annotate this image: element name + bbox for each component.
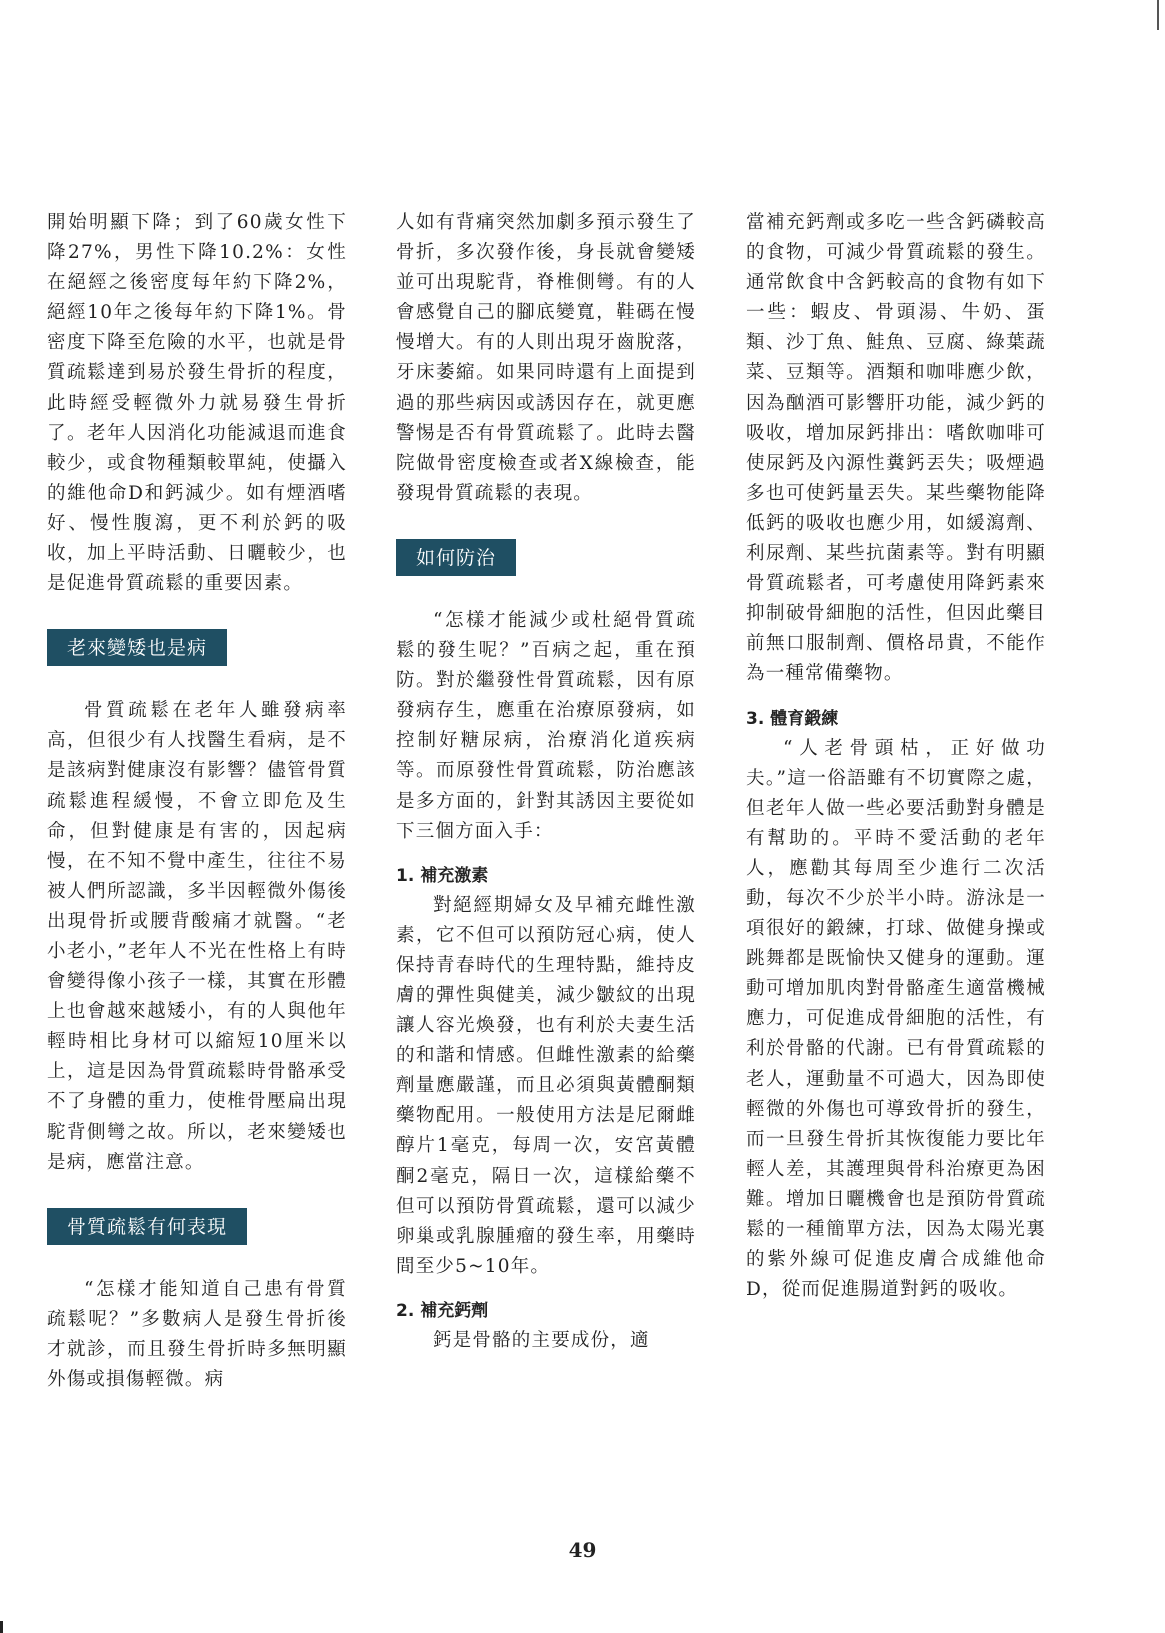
paragraph: 當補充鈣劑或多吃一些含鈣磷較高的食物，可減少骨質疏鬆的發生。通常飲食中含鈣較高的食物有如下一些：蝦皮、骨頭湯、牛奶、蛋類、沙丁魚、鮭魚、豆腐、綠葉蔬菜、豆類等。酒類和咖啡應少飲，因為酗酒可影響肝功能，減少鈣的吸收，增加尿鈣排出：嗜飲咖啡可使尿鈣及內源性糞鈣丟失；吸煙過多也可使鈣量丟失。某些藥物能降低鈣的吸收也應少用，如緩瀉劑、利尿劑、某些抗菌素等。對有明顯骨質疏鬆者，可考慮使用降鈣素來抑制破骨細胞的活性，但因此藥目前無口服制劑、價格昂貴，不能作為一種常備藥物。 (746, 212, 1046, 685)
section-heading: 老來變矮也是病 (47, 629, 227, 666)
column-2 (396, 208, 696, 1356)
paragraph: “怎樣才能減少或杜絕骨質疏鬆的發生呢？”百病之起，重在預防。對於繼發性骨質疏鬆，因有原發病存生，應重在治療原發病，如控制好糖尿病，治療消化道疾病等。而原發性骨質疏鬆，防治應該是多方面的，針對其誘因主要從如下三個方面入手： (396, 609, 696, 842)
paragraph: “怎樣才能知道自己患有骨質疏鬆呢？”多數病人是發生骨折後才就診，而且發生骨折時多無明顯外傷或損傷輕微。病 (47, 1278, 347, 1390)
scan-edge-mark (1157, 0, 1159, 30)
subheading: 2. 補充鈣劑 (396, 1300, 489, 1321)
paragraph: “人老骨頭枯，正好做功夫。”這一俗語雖有不切實際之處，但老年人做一些必要活動對身體是有幫助的。平時不愛活動的老年人，應勸其每周至少進行二次活動，每次不少於半小時。游泳是一項很好的鍛練，打球、做健身操或跳舞都是既愉快又健身的運動。運動可增加肌肉對骨骼產生適當機械應力，可促進成骨細胞的活性，有利於骨骼的代謝。已有骨質疏鬆的老人，運動量不可過大，因為即使輕微的外傷也可導致骨折的發生，而一旦發生骨折其恢復能力要比年輕人差，其護理與骨科治療更為困難。增加日曬機會也是預防骨質疏鬆的一種簡單方法，因為太陽光裏的紫外線可促進皮膚合成維他命D，從而促進腸道對鈣的吸收。 (746, 737, 1046, 1301)
paragraph: 人如有背痛突然加劇多預示發生了骨折，多次發作後，身長就會變矮並可出現駝背，脊椎側彎。有的人會感覺自己的腳底變寬，鞋碼在慢慢增大。有的人則出現牙齒脫落，牙床萎縮。如果同時還有上面提到過的那些病因或誘因存在，就更應警惕是否有骨質疏鬆了。此時去醫院做骨密度檢查或者X線檢查，能發現骨質疏鬆的表現。 (396, 212, 696, 504)
paragraph: 對絕經期婦女及早補充雌性激素，它不但可以預防冠心病，使人保持青春時代的生理特點，維持皮膚的彈性與健美，減少皺紋的出現讓人容光煥發，也有利於夫妻生活的和諧和情感。但雌性激素的給藥劑量應嚴謹，而且必須與黃體酮類藥物配用。一般使用方法是尼爾雌醇片1毫克，每周一次，安宮黃體酮2毫克，隔日一次，這樣給藥不但可以預防骨質疏鬆，還可以減少卵巢或乳腺腫瘤的發生率，用藥時間至少5~10年。 (396, 894, 696, 1277)
paragraph: 鈣是骨骼的主要成份，適 (433, 1329, 650, 1351)
scan-corner-mark (0, 1621, 3, 1633)
section-heading: 如何防治 (396, 539, 516, 576)
paragraph: 骨質疏鬆在老年人雖發病率高，但很少有人找醫生看病，是不是該病對健康沒有影響？儘管骨質疏鬆進程緩慢，不會立即危及生命，但對健康是有害的，因起病慢，在不知不覺中產生，往往不易被人們所認識，多半因輕微外傷後出現骨折或腰背酸痛才就醫。“老小老小，”老年人不光在性格上有時會變得像小孩子一樣，其實在形體上也會越來越矮小，有的人與他年輕時相比身材可以縮短10厘米以上，這是因為骨質疏鬆時骨骼承受不了身體的重力，使椎骨壓扁出現駝背側彎之故。所以，老來變矮也是病，應當注意。 (47, 700, 347, 1173)
section-heading: 骨質疏鬆有何表現 (47, 1208, 247, 1245)
column-3 (746, 208, 1046, 1305)
subheading: 3. 體育鍛練 (746, 708, 839, 729)
subheading: 1. 補充激素 (396, 865, 489, 886)
column-1 (47, 208, 347, 1395)
page-number: 49 (568, 1538, 597, 1562)
paragraph: 開始明顯下降；到了60歲女性下降27%，男性下降10.2%：女性在絕經之後密度每年約下降2%，絕經10年之後每年約下降1%。骨密度下降至危險的水平，也就是骨質疏鬆達到易於發生骨折的程度，此時經受輕微外力就易發生骨折了。老年人因消化功能減退而進食較少，或食物種類較單純，使攝入的維他命D和鈣減少。如有煙酒嗜好、慢性腹瀉，更不利於鈣的吸收，加上平時活動、日曬較少，也是促進骨質疏鬆的重要因素。 (47, 212, 347, 595)
